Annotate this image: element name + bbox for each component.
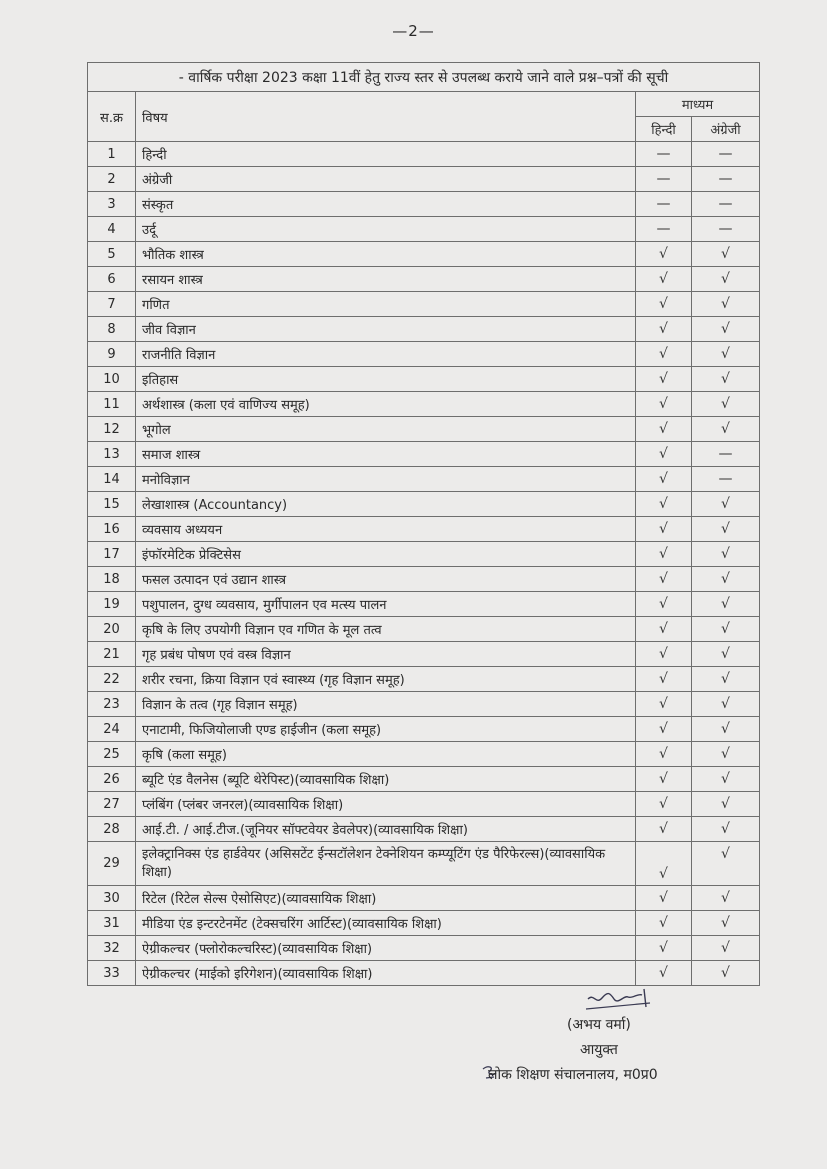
row-serial-number: 9 bbox=[88, 342, 136, 367]
row-serial-number: 27 bbox=[88, 792, 136, 817]
handwritten-signature bbox=[584, 985, 654, 1011]
row-hindi-medium: — bbox=[636, 192, 692, 217]
row-english-medium: √ bbox=[692, 936, 760, 961]
row-serial-number: 1 bbox=[88, 142, 136, 167]
row-hindi-medium: √ bbox=[636, 767, 692, 792]
row-serial-number: 15 bbox=[88, 492, 136, 517]
row-subject: अंग्रेजी bbox=[136, 167, 636, 192]
table-row bbox=[88, 517, 760, 542]
table-row bbox=[88, 217, 760, 242]
row-serial-number: 5 bbox=[88, 242, 136, 267]
row-english-medium: √ bbox=[692, 517, 760, 542]
row-hindi-medium: √ bbox=[636, 592, 692, 617]
row-hindi-medium: √ bbox=[636, 717, 692, 742]
row-english-medium: √ bbox=[692, 842, 760, 886]
header-medium: माध्यम bbox=[636, 92, 760, 117]
row-hindi-medium: √ bbox=[636, 242, 692, 267]
row-english-medium: √ bbox=[692, 567, 760, 592]
row-hindi-medium: √ bbox=[636, 542, 692, 567]
signatory-designation: आयुक्त bbox=[580, 1042, 618, 1058]
row-serial-number: 29 bbox=[88, 842, 136, 886]
row-subject: संस्कृत bbox=[136, 192, 636, 217]
row-english-medium: √ bbox=[692, 392, 760, 417]
row-subject: इलेक्ट्रानिक्स एंड हार्डवेयर (असिसटेंट ईन्सटॉलेशन टेक्नेशियन कम्प्यूटिंग एंड पैरिफेरल्स)(व्यावसायिक शिक्षा) bbox=[136, 842, 636, 886]
row-subject: विज्ञान के तत्व (गृह विज्ञान समूह) bbox=[136, 692, 636, 717]
row-subject: व्यवसाय अध्ययन bbox=[136, 517, 636, 542]
table-row bbox=[88, 886, 760, 911]
signatory-name: (अभय वर्मा) bbox=[567, 1017, 631, 1033]
header-hindi: हिन्दी bbox=[636, 117, 692, 142]
row-english-medium: — bbox=[692, 192, 760, 217]
row-hindi-medium: √ bbox=[636, 886, 692, 911]
row-english-medium: √ bbox=[692, 617, 760, 642]
row-english-medium: √ bbox=[692, 667, 760, 692]
table-row bbox=[88, 617, 760, 642]
table-row bbox=[88, 442, 760, 467]
table-row bbox=[88, 767, 760, 792]
row-serial-number: 31 bbox=[88, 911, 136, 936]
row-hindi-medium: √ bbox=[636, 417, 692, 442]
table-row bbox=[88, 911, 760, 936]
header-sn: स.क्र bbox=[88, 92, 136, 142]
question-paper-table bbox=[87, 62, 760, 986]
table-row bbox=[88, 961, 760, 986]
table-row bbox=[88, 242, 760, 267]
table-row bbox=[88, 936, 760, 961]
row-subject: हिन्दी bbox=[136, 142, 636, 167]
row-english-medium: √ bbox=[692, 911, 760, 936]
table-row bbox=[88, 542, 760, 567]
table-row bbox=[88, 342, 760, 367]
subject-list-sheet bbox=[87, 62, 759, 986]
row-subject: भूगोल bbox=[136, 417, 636, 442]
row-hindi-medium: √ bbox=[636, 467, 692, 492]
table-row bbox=[88, 167, 760, 192]
row-english-medium: √ bbox=[692, 292, 760, 317]
row-serial-number: 26 bbox=[88, 767, 136, 792]
table-row bbox=[88, 267, 760, 292]
row-english-medium: √ bbox=[692, 792, 760, 817]
row-hindi-medium: √ bbox=[636, 392, 692, 417]
row-english-medium: √ bbox=[692, 961, 760, 986]
table-title-row bbox=[88, 63, 760, 92]
row-subject: ऐग्रीकल्चर (फ्लोरोकल्चरिस्ट)(व्यावसायिक शिक्षा) bbox=[136, 936, 636, 961]
table-row bbox=[88, 667, 760, 692]
row-english-medium: √ bbox=[692, 367, 760, 392]
row-hindi-medium: — bbox=[636, 142, 692, 167]
row-subject: रसायन शास्त्र bbox=[136, 267, 636, 292]
row-english-medium: √ bbox=[692, 317, 760, 342]
row-subject: पशुपालन, दुग्ध व्यवसाय, मुर्गीपालन एव मत्स्य पालन bbox=[136, 592, 636, 617]
row-hindi-medium: — bbox=[636, 217, 692, 242]
row-hindi-medium: √ bbox=[636, 842, 692, 886]
row-hindi-medium: √ bbox=[636, 267, 692, 292]
row-hindi-medium: √ bbox=[636, 692, 692, 717]
row-serial-number: 10 bbox=[88, 367, 136, 392]
table-row bbox=[88, 792, 760, 817]
row-english-medium: — bbox=[692, 217, 760, 242]
row-serial-number: 25 bbox=[88, 742, 136, 767]
row-subject: शरीर रचना, क्रिया विज्ञान एवं स्वास्थ्य (गृह विज्ञान समूह) bbox=[136, 667, 636, 692]
row-english-medium: √ bbox=[692, 692, 760, 717]
row-subject: कृषि (कला समूह) bbox=[136, 742, 636, 767]
row-english-medium: √ bbox=[692, 342, 760, 367]
row-subject: कृषि के लिए उपयोगी विज्ञान एव गणित के मूल तत्व bbox=[136, 617, 636, 642]
row-subject: गणित bbox=[136, 292, 636, 317]
row-hindi-medium: √ bbox=[636, 792, 692, 817]
row-english-medium: √ bbox=[692, 242, 760, 267]
row-hindi-medium: √ bbox=[636, 817, 692, 842]
row-english-medium: — bbox=[692, 442, 760, 467]
row-subject: गृह प्रबंध पोषण एवं वस्त्र विज्ञान bbox=[136, 642, 636, 667]
row-subject: अर्थशास्त्र (कला एवं वाणिज्य समूह) bbox=[136, 392, 636, 417]
row-english-medium: — bbox=[692, 167, 760, 192]
row-serial-number: 23 bbox=[88, 692, 136, 717]
row-serial-number: 6 bbox=[88, 267, 136, 292]
table-row bbox=[88, 817, 760, 842]
table-body bbox=[88, 142, 760, 986]
row-hindi-medium: √ bbox=[636, 642, 692, 667]
row-english-medium: √ bbox=[692, 267, 760, 292]
row-hindi-medium: √ bbox=[636, 742, 692, 767]
row-hindi-medium: √ bbox=[636, 911, 692, 936]
row-subject: आई.टी. / आई.टीज.(जूनियर सॉफ्टवेयर डेवलेपर)(व्यावसायिक शिक्षा) bbox=[136, 817, 636, 842]
row-serial-number: 33 bbox=[88, 961, 136, 986]
header-subject: विषय bbox=[136, 92, 636, 142]
row-english-medium: √ bbox=[692, 717, 760, 742]
row-english-medium: √ bbox=[692, 542, 760, 567]
signatory-office: लोक शिक्षण संचालनालय, म0प्र0 bbox=[488, 1067, 658, 1083]
row-subject: भौतिक शास्त्र bbox=[136, 242, 636, 267]
row-english-medium: √ bbox=[692, 492, 760, 517]
table-title: - वार्षिक परीक्षा 2023 कक्षा 11वीं हेतु राज्य स्तर से उपलब्ध कराये जाने वाले प्रश्न–पत्रों की सूची bbox=[88, 63, 760, 92]
table-row bbox=[88, 467, 760, 492]
row-serial-number: 19 bbox=[88, 592, 136, 617]
table-row bbox=[88, 367, 760, 392]
row-subject: रिटेल (रिटेल सेल्स ऐसोसिएट)(व्यावसायिक शिक्षा) bbox=[136, 886, 636, 911]
table-row bbox=[88, 567, 760, 592]
table-row bbox=[88, 592, 760, 617]
row-subject: ब्यूटि एंड वैलनेस (ब्यूटि थेरेपिस्ट)(व्यावसायिक शिक्षा) bbox=[136, 767, 636, 792]
row-hindi-medium: √ bbox=[636, 292, 692, 317]
page-number: —2— bbox=[392, 22, 435, 40]
row-subject: इतिहास bbox=[136, 367, 636, 392]
row-subject: मीडिया एंड इन्टरटेनमेंट (टेक्सचरिंग आर्टिस्ट)(व्यावसायिक शिक्षा) bbox=[136, 911, 636, 936]
row-hindi-medium: √ bbox=[636, 936, 692, 961]
row-english-medium: √ bbox=[692, 742, 760, 767]
row-serial-number: 18 bbox=[88, 567, 136, 592]
row-subject: जीव विज्ञान bbox=[136, 317, 636, 342]
row-serial-number: 16 bbox=[88, 517, 136, 542]
row-serial-number: 30 bbox=[88, 886, 136, 911]
row-english-medium: √ bbox=[692, 767, 760, 792]
row-subject: मनोविज्ञान bbox=[136, 467, 636, 492]
table-row bbox=[88, 842, 760, 886]
row-serial-number: 8 bbox=[88, 317, 136, 342]
row-serial-number: 32 bbox=[88, 936, 136, 961]
row-serial-number: 11 bbox=[88, 392, 136, 417]
row-subject: फसल उत्पादन एवं उद्यान शास्त्र bbox=[136, 567, 636, 592]
table-row bbox=[88, 392, 760, 417]
row-subject: समाज शास्त्र bbox=[136, 442, 636, 467]
table-row bbox=[88, 317, 760, 342]
row-serial-number: 12 bbox=[88, 417, 136, 442]
table-row bbox=[88, 292, 760, 317]
row-serial-number: 7 bbox=[88, 292, 136, 317]
row-hindi-medium: √ bbox=[636, 961, 692, 986]
row-subject: ऐग्रीकल्चर (माईको इरिगेशन)(व्यावसायिक शिक्षा) bbox=[136, 961, 636, 986]
table-row bbox=[88, 642, 760, 667]
row-hindi-medium: √ bbox=[636, 442, 692, 467]
row-serial-number: 17 bbox=[88, 542, 136, 567]
row-hindi-medium: √ bbox=[636, 617, 692, 642]
row-english-medium: — bbox=[692, 467, 760, 492]
table-row bbox=[88, 142, 760, 167]
row-subject: इंफॉरमेटिक प्रेक्टिसेस bbox=[136, 542, 636, 567]
row-hindi-medium: √ bbox=[636, 342, 692, 367]
row-hindi-medium: — bbox=[636, 167, 692, 192]
header-row-1 bbox=[88, 92, 760, 117]
row-serial-number: 4 bbox=[88, 217, 136, 242]
row-serial-number: 21 bbox=[88, 642, 136, 667]
table-row bbox=[88, 492, 760, 517]
row-serial-number: 14 bbox=[88, 467, 136, 492]
row-serial-number: 3 bbox=[88, 192, 136, 217]
row-serial-number: 22 bbox=[88, 667, 136, 692]
row-english-medium: — bbox=[692, 142, 760, 167]
row-subject: एनाटामी, फिजियोलाजी एण्ड हाईजीन (कला समूह) bbox=[136, 717, 636, 742]
table-row bbox=[88, 417, 760, 442]
table-row bbox=[88, 742, 760, 767]
table-row bbox=[88, 692, 760, 717]
row-english-medium: √ bbox=[692, 886, 760, 911]
row-hindi-medium: √ bbox=[636, 667, 692, 692]
row-english-medium: √ bbox=[692, 817, 760, 842]
row-english-medium: √ bbox=[692, 592, 760, 617]
row-subject: राजनीति विज्ञान bbox=[136, 342, 636, 367]
row-hindi-medium: √ bbox=[636, 367, 692, 392]
row-hindi-medium: √ bbox=[636, 517, 692, 542]
row-english-medium: √ bbox=[692, 417, 760, 442]
row-serial-number: 20 bbox=[88, 617, 136, 642]
row-hindi-medium: √ bbox=[636, 492, 692, 517]
header-english: अंग्रेजी bbox=[692, 117, 760, 142]
row-subject: उर्दू bbox=[136, 217, 636, 242]
table-row bbox=[88, 717, 760, 742]
table-row bbox=[88, 192, 760, 217]
row-serial-number: 28 bbox=[88, 817, 136, 842]
row-subject: प्लंबिंग (प्लंबर जनरल)(व्यावसायिक शिक्षा) bbox=[136, 792, 636, 817]
row-english-medium: √ bbox=[692, 642, 760, 667]
row-hindi-medium: √ bbox=[636, 567, 692, 592]
row-serial-number: 24 bbox=[88, 717, 136, 742]
row-hindi-medium: √ bbox=[636, 317, 692, 342]
row-subject: लेखाशास्त्र (Accountancy) bbox=[136, 492, 636, 517]
row-serial-number: 13 bbox=[88, 442, 136, 467]
row-serial-number: 2 bbox=[88, 167, 136, 192]
